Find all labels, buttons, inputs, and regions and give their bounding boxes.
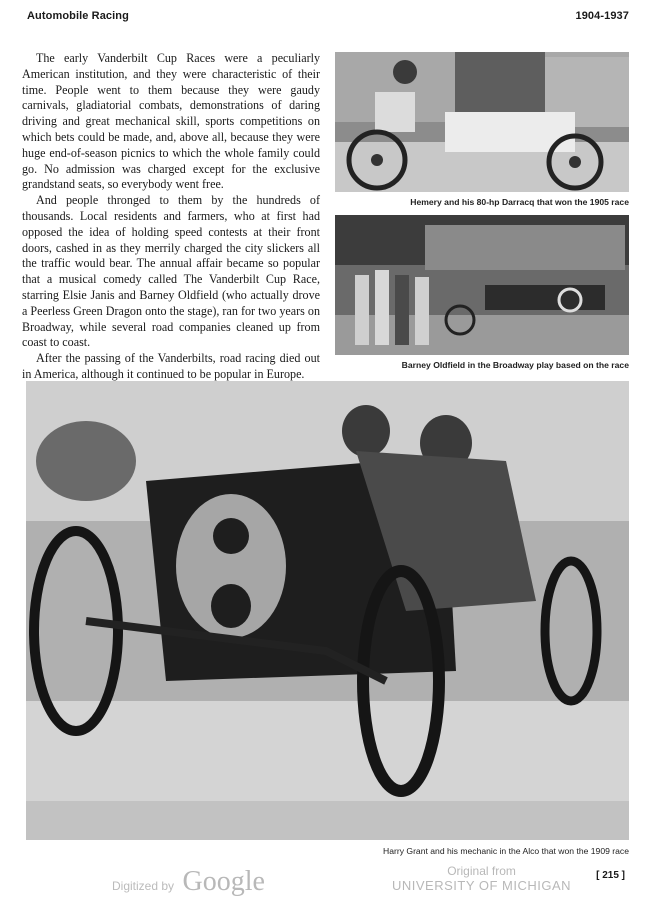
google-logo: Google bbox=[182, 866, 265, 897]
running-header-years: 1904-1937 bbox=[575, 10, 629, 22]
university-text: UNIVERSITY OF MICHIGAN bbox=[392, 878, 572, 893]
paragraph-2: And people thronged to them by the hundreds of thousands. Local residents and farmers, who at first had opposed the idea of holding speed contests at their front doors, cashed in as they merrily charged the city slickers all the traffic would bear. The annual affair became so popular that a musical comedy called The Vanderbilt Cup Race, starring Elsie Janis and Barney Oldfield (who actually drove a Peerless Green Dragon onto the stage), ran for two years on Broadway, while several road companies cleaned up from coast to coast. bbox=[22, 193, 320, 350]
running-header-section: Automobile Racing bbox=[27, 10, 129, 22]
original-from-watermark bbox=[392, 864, 571, 893]
page-number: [ 215 ] bbox=[596, 870, 625, 881]
original-from-text: Original from bbox=[447, 864, 516, 878]
photo-hemery-darracq bbox=[335, 52, 629, 192]
paragraph-1: The early Vanderbilt Cup Races were a peculiarly American institution, and they were characteristic of their time. People went to them because they were gaudy carnivals, gladiatorial combats, demonstrations of daring driving and great mechanical skill, sports competitions on which bets could be made, and, above all, because they were huge end-of-season picnics to which the whole family could go. No admission was charged except for the exclusive grandstand seats, so everybody went free. bbox=[22, 51, 320, 192]
photo-harry-grant-alco bbox=[26, 381, 629, 840]
caption-hemery: Hemery and his 80-hp Darracq that won the 1905 race bbox=[410, 197, 629, 207]
caption-broadway: Barney Oldfield in the Broadway play based on the race bbox=[401, 360, 629, 370]
body-text bbox=[22, 51, 320, 383]
google-watermark bbox=[112, 866, 265, 898]
caption-harry-grant: Harry Grant and his mechanic in the Alco that won the 1909 race bbox=[382, 846, 629, 856]
digitized-by-text: Digitized by bbox=[112, 879, 175, 893]
paragraph-3: After the passing of the Vanderbilts, road racing died out in America, although it continued to be popular in Europe. bbox=[22, 351, 320, 381]
photo-broadway-play bbox=[335, 215, 629, 355]
